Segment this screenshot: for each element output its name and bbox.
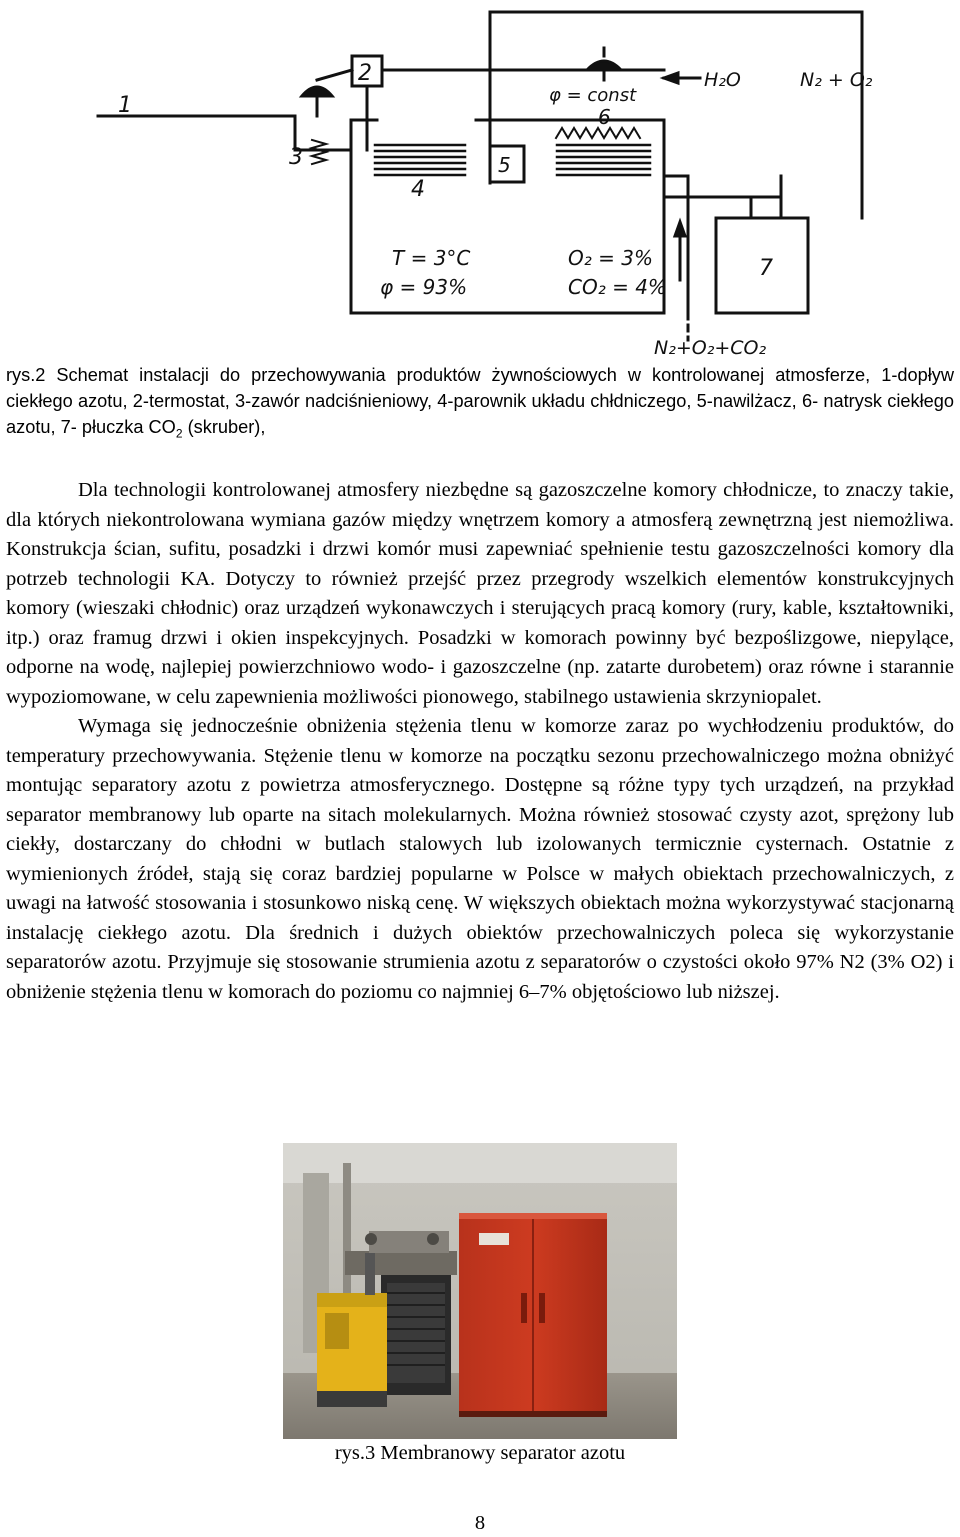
body-text bbox=[6, 476, 954, 1007]
label-2: 2 bbox=[358, 61, 372, 86]
separator-photo bbox=[283, 1143, 677, 1439]
caption-subscript: 2 bbox=[175, 426, 183, 441]
figure-3-caption: rys.3 Membranowy separator azotu bbox=[334, 1442, 626, 1464]
label-temperature: T = 3°C bbox=[392, 246, 471, 270]
label-o2: O₂ = 3% bbox=[568, 246, 653, 270]
label-1: 1 bbox=[118, 93, 132, 118]
label-h2o: H₂O bbox=[704, 69, 741, 91]
label-3: 3 bbox=[289, 145, 303, 170]
label-n2-o2: N₂ + O₂ bbox=[800, 69, 873, 91]
caption-text: rys.2 Schemat instalacji do przechowywania produktów żywnościowych w kontrolowanej atmosferze, 1-dopływ ciekłego azotu, 2-termostat, 3-zawór nadciśnieniowy, 4-parownik układu chłdniczego, 5-nawilżacz, 6- natrysk ciekłego azotu, 7- płuczka CO bbox=[6, 365, 954, 437]
figure-2-caption bbox=[6, 362, 954, 440]
paragraph-2: Wymaga się jednocześnie obniżenia stężenia tlenu w komorze zaraz po wychłodzeniu produktów, do temperatury przechowywania. Stężenie tlenu w komorze na początku sezonu przechowalniczego można obniżyć montując separatory azotu z powietrza atmosferycznego. Dostępne są różne typy tych urządzeń, na przykład separator membranowy lub oparte na sitach molekularnych. Można również stosować czysty azot, sprężony lub ciekły, dostarczany do chłodni w butlach stalowych lub izolowanych termicznie cysternach. Ostatnie z wymienionych źródeł, stają się coraz bardziej popularne w Polsce w małych obiektach przechowalniczych, z uwagi na łatwość stosowania i stosunkowo niską cenę. W większych obiektach można wykorzystywać stacjonarną instalację ciekłego azotu. Dla średnich i dużych obiektów przechowalniczych poleca się wykorzystanie separatorów azotu. Przyjmuje się stosowanie strumienia azotu z separatorów o czystości około 97% N2 (3% O2) i obniżenie stężenia tlenu w komorach do poziomu co najmniej 6–7% objętościowo lub niższej. bbox=[6, 715, 954, 1003]
label-4: 4 bbox=[411, 177, 425, 202]
label-6: 6 bbox=[598, 105, 611, 129]
label-n2-o2-co2: N₂+O₂+CO₂ bbox=[654, 337, 767, 359]
label-7: 7 bbox=[759, 256, 773, 281]
caption-tail: (skruber), bbox=[182, 417, 266, 437]
label-5: 5 bbox=[498, 153, 511, 177]
label-co2: CO₂ = 4% bbox=[568, 275, 667, 299]
label-phi-const: φ = const bbox=[549, 85, 637, 106]
page-number: 8 bbox=[474, 1512, 486, 1534]
installation-schematic bbox=[0, 0, 960, 360]
label-humidity: φ = 93% bbox=[380, 275, 468, 299]
paragraph-1: Dla technologii kontrolowanej atmosfery niezbędne są gazoszczelne komory chłodnicze, to znaczy takie, dla których niekontrolowana wymiana gazów między wnętrzem komory a atmosferą zewnętrzną jest niemożliwa. Konstrukcja ścian, sufitu, posadzki i drzwi komór musi zapewniać spełnienie testu gazoszczelności komory dla potrzeb technologii KA. Dotyczy to również przejść przez przegrody wszelkich elementów konstrukcyjnych komory (wieszaki chłodnic) oraz urządzeń wykonawczych i sterujących pracą komory (rury, kable, kształtowniki, itp.) oraz framug drzwi i okien inspekcyjnych. Posadzki w komorach powinny być bezpoślizgowe, niepylące, odporne na wodę, najlepiej powierzchniowo wodo- i gazoszczelne (np. zatarte durobetem) oraz równe i starannie wypoziomowane, w celu zapewnienia możliwości pionowego, stabilnego ustawienia skrzyniopalet. bbox=[6, 479, 954, 708]
